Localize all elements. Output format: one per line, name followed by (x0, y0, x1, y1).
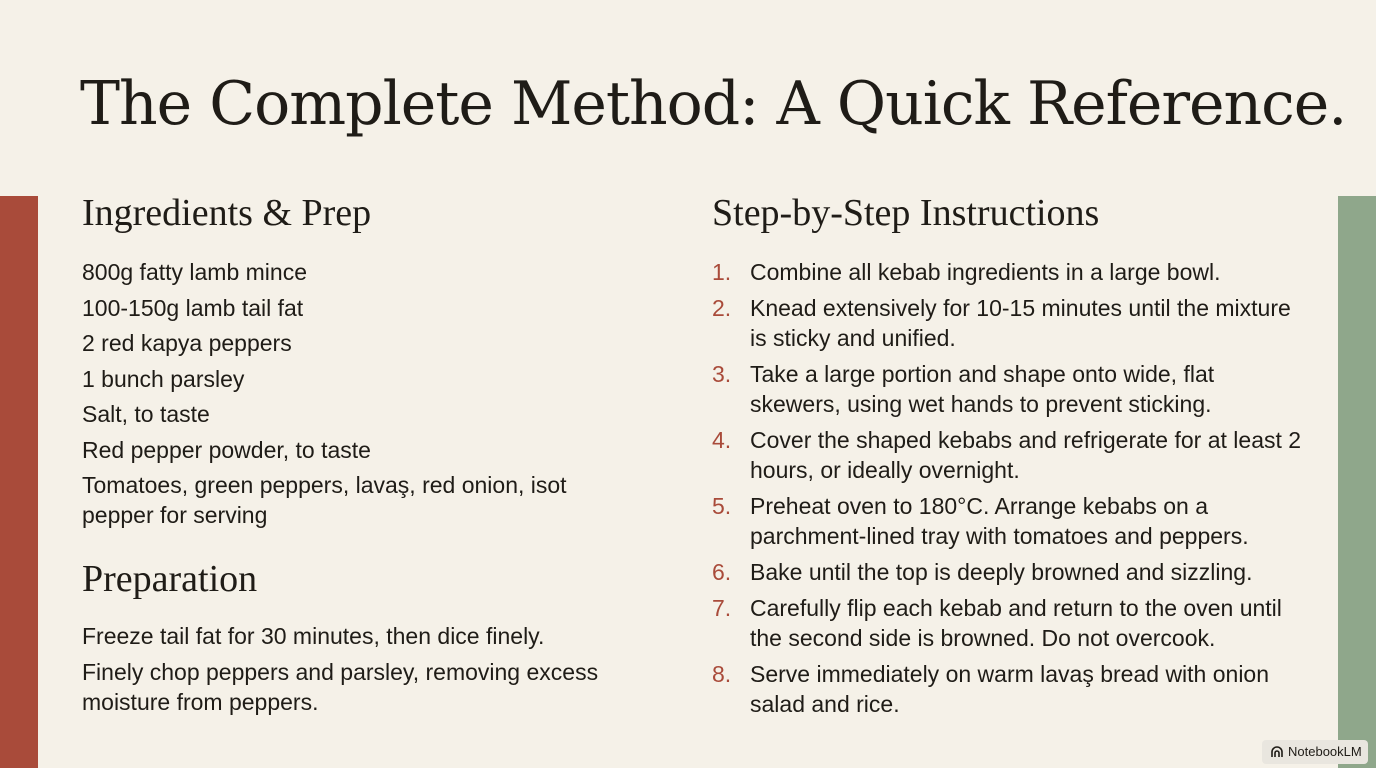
step-number: 2. (712, 295, 732, 321)
step-text: Knead extensively for 10-15 minutes until the mixture is sticky and unified. (750, 295, 1291, 351)
page-title: The Complete Method: A Quick Reference. (80, 69, 1347, 139)
ingredients-list (82, 257, 642, 536)
ingredients-heading: Ingredients & Prep (82, 192, 372, 234)
left-accent-bar (0, 196, 38, 768)
ingredient-item: 1 bunch parsley (82, 365, 245, 392)
right-accent-bar (1338, 196, 1376, 768)
instruction-step (712, 659, 1302, 719)
step-number: 1. (712, 259, 732, 285)
ingredient-item: 800g fatty lamb mince (82, 259, 308, 285)
preparation-heading: Preparation (82, 558, 258, 600)
instruction-step (712, 425, 1302, 485)
ingredient-item: 100-150g lamb tail fat (82, 294, 304, 321)
instructions-list (712, 257, 1302, 725)
instruction-step (712, 293, 1302, 353)
instruction-step (712, 593, 1302, 653)
step-text: Bake until the top is deeply browned and sizzling. (750, 559, 1253, 585)
step-text: Preheat oven to 180°C. Arrange kebabs on a parchment-lined tray with tomatoes and peppers. (750, 493, 1249, 549)
step-number: 8. (712, 661, 732, 687)
step-text: Carefully flip each kebab and return to the oven until the second side is browned. Do not overcook. (750, 595, 1282, 651)
step-text: Cover the shaped kebabs and refrigerate for at least 2 hours, or ideally overnight. (750, 427, 1302, 483)
instruction-step (712, 557, 1302, 587)
notebooklm-watermark (1262, 740, 1368, 764)
step-text: Take a large portion and shape onto wide, flat skewers, using wet hands to prevent sticking. (750, 361, 1215, 417)
ingredient-item: 2 red kapya peppers (82, 330, 292, 356)
step-number: 5. (712, 493, 732, 519)
step-text: Combine all kebab ingredients in a large bowl. (750, 259, 1221, 285)
ingredient-item: Tomatoes, green peppers, lavaş, red onion, isot pepper for serving (82, 472, 567, 528)
step-text: Serve immediately on warm lavaş bread with onion salad and rice. (750, 661, 1270, 717)
ingredient-item: Salt, to taste (82, 401, 210, 427)
step-number: 3. (712, 361, 732, 387)
instruction-step (712, 491, 1302, 551)
ingredient-item: Red pepper powder, to taste (82, 436, 371, 463)
instruction-step (712, 257, 1302, 287)
step-number: 6. (712, 559, 732, 585)
watermark-label: NotebookLM (1288, 744, 1362, 759)
notebooklm-logo-icon (1270, 745, 1284, 759)
preparation-item: Freeze tail fat for 30 minutes, then dice finely. (82, 623, 545, 649)
instructions-heading: Step-by-Step Instructions (712, 192, 1100, 234)
preparation-list (82, 621, 642, 723)
instruction-step (712, 359, 1302, 419)
preparation-item: Finely chop peppers and parsley, removing excess moisture from peppers. (82, 659, 599, 715)
step-number: 7. (712, 595, 732, 621)
step-number: 4. (712, 427, 732, 453)
